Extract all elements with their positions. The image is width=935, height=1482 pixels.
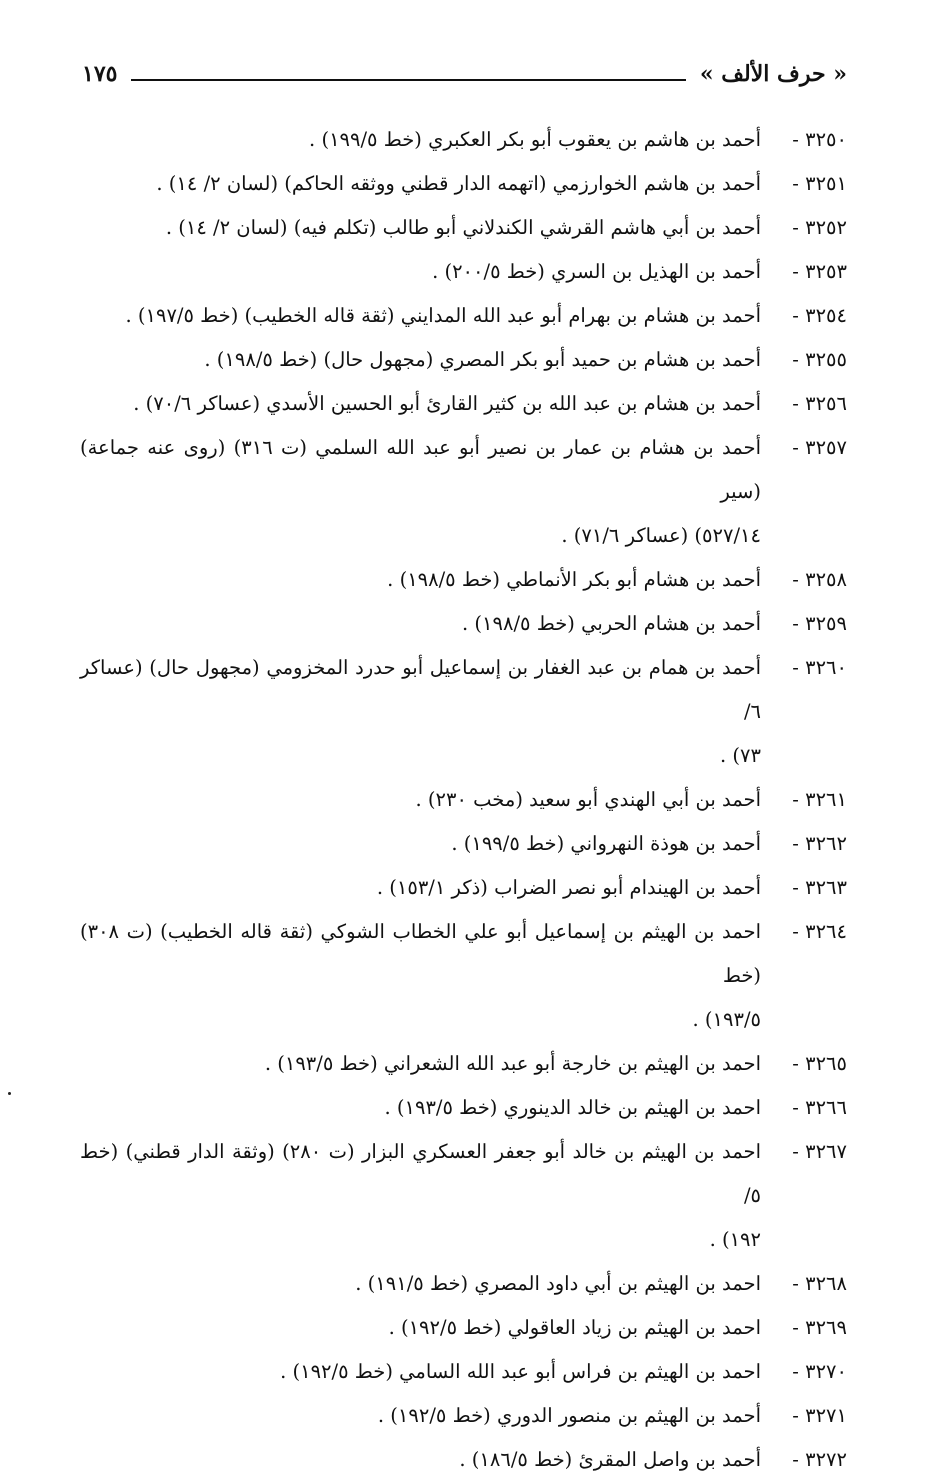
running-title: « حرف الألف » [699, 61, 847, 87]
list-item [80, 866, 847, 910]
entry-line: أحمد بن هشام الحربي (خط ١٩٨/٥) . [462, 612, 761, 635]
entry-line: أحمد بن واصل المقرئ (خط ١٨٦/٥) . [459, 1448, 761, 1471]
entry-text [80, 1042, 761, 1086]
entry-number: ٣٢٦٤ - [792, 920, 847, 943]
list-item [80, 250, 847, 294]
list-item [80, 778, 847, 822]
list-item [80, 426, 847, 558]
entry-line: احمد بن الهيثم بن أبي داود المصري (خط ١٩١/٥) . [355, 1272, 761, 1295]
entry-number: ٣٢٧٢ - [792, 1448, 847, 1471]
list-item [80, 910, 847, 1042]
entry-text [80, 1438, 761, 1482]
entry-number: ٣٢٥٦ - [792, 392, 847, 415]
list-item [80, 822, 847, 866]
entry-text [80, 1350, 761, 1394]
list-item [80, 646, 847, 778]
entry-number: ٣٢٦٧ - [792, 1140, 847, 1163]
entry-number: ٣٢٦٥ - [792, 1052, 847, 1075]
list-item [80, 338, 847, 382]
entry-continuation-line: ١٩٣/٥) . [692, 1008, 761, 1031]
entry-text [80, 118, 761, 162]
page-number: ١٧٥ [82, 61, 118, 87]
entry-line: أحمد بن هوذة النهرواني (خط ١٩٩/٥) . [451, 832, 761, 855]
entry-number: ٣٢٦٢ - [792, 832, 847, 855]
entry-text [80, 382, 761, 426]
header-rule [131, 79, 685, 81]
entry-line: احمد بن الهيثم بن خالد أبو جعفر العسكري البزار (ت ٢٨٠) (وثقة الدار قطني) (خط ٥/ [80, 1140, 761, 1207]
list-item [80, 118, 847, 162]
entry-text [80, 162, 761, 206]
entry-number: ٣٢٥٣ - [792, 260, 847, 283]
list-item [80, 1086, 847, 1130]
list-item [80, 1042, 847, 1086]
entry-text [80, 1262, 761, 1306]
entry-number: ٣٢٦٣ - [792, 876, 847, 899]
entry-text [80, 1130, 761, 1262]
entry-text [80, 338, 761, 382]
list-item [80, 1130, 847, 1262]
entry-line: أحمد بن هشام بن حميد أبو بكر المصري (مجهول حال) (خط ١٩٨/٥) . [204, 348, 761, 371]
entry-line: أحمد بن هشام بن عمار بن نصير أبو عبد الله السلمي (ت ٣١٦) (روى عنه جماعة) (سير [80, 436, 761, 503]
entry-continuation-line: ١٩٢) . [709, 1228, 761, 1251]
page-header [82, 52, 847, 96]
entry-text [80, 646, 761, 778]
entry-line: احمد بن الهيثم بن فراس أبو عبد الله السامي (خط ١٩٢/٥) . [280, 1360, 761, 1383]
entry-continuation-line: ٥٢٧/١٤) (عساكر ٧١/٦) . [561, 524, 761, 547]
entry-line: أحمد بن الهيندام أبو نصر الضراب (ذكر ١٥٣/١) . [376, 876, 761, 899]
entry-number: ٣٢٦٩ - [792, 1316, 847, 1339]
entry-text [80, 1306, 761, 1350]
entry-line: أحمد بن هاشم الخوارزمي (اتهمه الدار قطني ووثقه الحاكم) (لسان ٢/ ١٤) . [156, 172, 761, 195]
entry-number: ٣٢٦١ - [792, 788, 847, 811]
entry-text [80, 250, 761, 294]
entry-number: ٣٢٥٩ - [792, 612, 847, 635]
entry-number: ٣٢٥٥ - [792, 348, 847, 371]
entry-line: احمد بن الهيثم بن خارجة أبو عبد الله الشعراني (خط ١٩٣/٥) . [264, 1052, 761, 1075]
list-item [80, 162, 847, 206]
list-item [80, 1394, 847, 1438]
entry-line: احمد بن الهيثم بن خالد الدينوري (خط ١٩٣/٥) . [384, 1096, 761, 1119]
entry-text [80, 426, 761, 558]
entry-number: ٣٢٥٤ - [792, 304, 847, 327]
entry-number: ٣٢٧٠ - [792, 1360, 847, 1383]
entry-line: احمد بن الهيثم بن إسماعيل أبو علي الخطاب الشوكي (ثقة قاله الخطيب) (ت ٣٠٨) (خط [80, 920, 761, 987]
entry-text [80, 558, 761, 602]
entry-line: أحمد بن هشام بن بهرام أبو عبد الله المدايني (ثقة قاله الخطيب) (خط ١٩٧/٥) . [125, 304, 761, 327]
entry-number: ٣٢٦٨ - [792, 1272, 847, 1295]
entry-number: ٣٢٥٧ - [792, 436, 847, 459]
entry-text [80, 822, 761, 866]
list-item [80, 1350, 847, 1394]
entry-line: أحمد بن أبي الهندي أبو سعيد (مخب ٢٣٠) . [415, 788, 761, 811]
entry-number: ٣٢٦٦ - [792, 1096, 847, 1119]
entry-text [80, 778, 761, 822]
list-item [80, 294, 847, 338]
entry-number: ٣٢٥٠ - [792, 128, 847, 151]
entry-line: أحمد بن هاشم بن يعقوب أبو بكر العكبري (خط ١٩٩/٥) . [309, 128, 761, 151]
list-item [80, 602, 847, 646]
entry-text [80, 206, 761, 250]
entry-number: ٣٢٧١ - [792, 1404, 847, 1427]
entry-number: ٣٢٦٠ - [792, 656, 847, 679]
list-item [80, 1306, 847, 1350]
entry-line: أحمد بن همام بن عبد الغفار بن إسماعيل أبو حدرد المخزومي (مجهول حال) (عساكر ٦/ [80, 656, 761, 723]
entry-text [80, 910, 761, 1042]
list-item [80, 1438, 847, 1482]
list-item [80, 206, 847, 250]
entry-text [80, 1086, 761, 1130]
entry-number: ٣٢٥٨ - [792, 568, 847, 591]
entry-line: احمد بن الهيثم بن زياد العاقولي (خط ١٩٢/٥) . [388, 1316, 761, 1339]
entry-number: ٣٢٥٢ - [792, 216, 847, 239]
entry-line: أحمد بن أبي هاشم القرشي الكندلاني أبو طالب (تكلم فيه) (لسان ٢/ ١٤) . [165, 216, 761, 239]
list-item [80, 558, 847, 602]
entry-text [80, 866, 761, 910]
entry-line: أحمد بن الهذيل بن السري (خط ٢٠٠/٥) . [432, 260, 761, 283]
entry-continuation-line: ٧٣) . [720, 744, 761, 767]
entry-line: أحمد بن الهيثم بن منصور الدوري (خط ١٩٢/٥) . [377, 1404, 761, 1427]
entry-text [80, 602, 761, 646]
entry-text [80, 1394, 761, 1438]
entry-list [80, 118, 847, 1482]
entry-line: أحمد بن هشام بن عبد الله بن كثير القارئ أبو الحسين الأسدي (عساكر ٧٠/٦) . [133, 392, 761, 415]
entry-number: ٣٢٥١ - [792, 172, 847, 195]
list-item [80, 382, 847, 426]
scan-speck [8, 1092, 11, 1095]
entry-text [80, 294, 761, 338]
list-item [80, 1262, 847, 1306]
entry-line: أحمد بن هشام أبو بكر الأنماطي (خط ١٩٨/٥) . [387, 568, 761, 591]
